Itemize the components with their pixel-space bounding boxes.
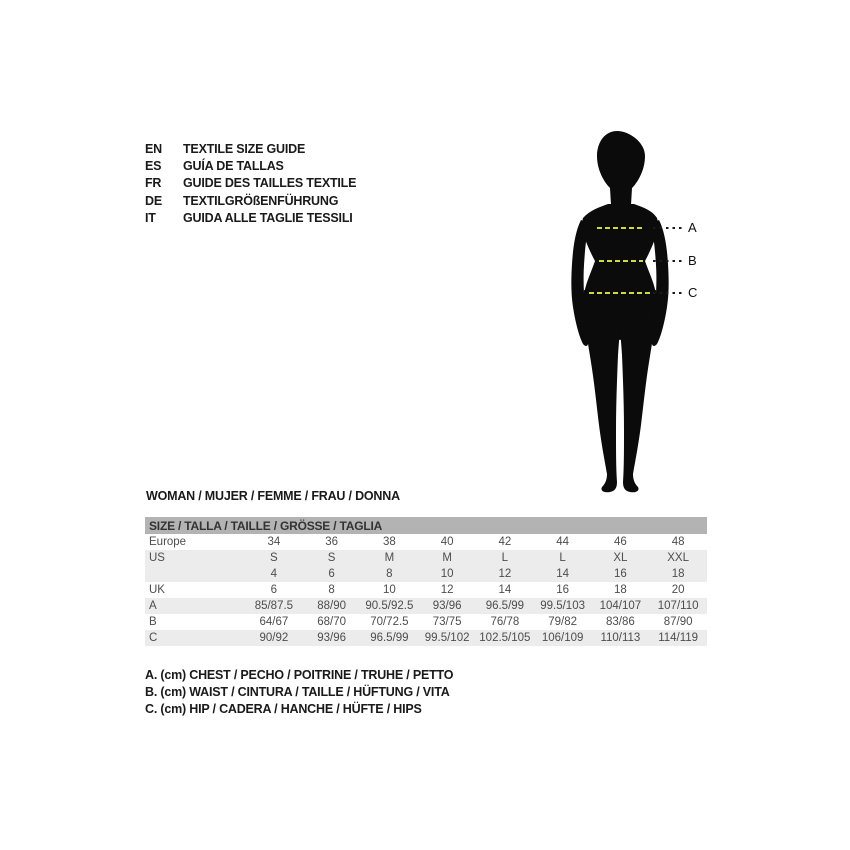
row-label: A xyxy=(145,598,245,614)
size-cell: XXL xyxy=(649,550,707,566)
size-cell: 83/86 xyxy=(605,616,635,628)
size-cell: 102.5/105 xyxy=(476,630,534,646)
size-cell: 10 xyxy=(382,584,396,596)
row-label: C xyxy=(145,630,245,646)
size-cell: 64/67 xyxy=(259,616,289,628)
measurement-legend xyxy=(145,667,453,719)
legend-line: B. (cm) WAIST / CINTURA / TAILLE / HÜFTUNG / VITA xyxy=(145,685,450,700)
size-cell: 48 xyxy=(671,536,685,548)
size-cell: L xyxy=(476,550,534,566)
size-table xyxy=(145,517,707,646)
size-cell: 16 xyxy=(592,566,650,582)
language-code: EN xyxy=(145,142,162,156)
language-title-row xyxy=(145,158,356,175)
language-code: FR xyxy=(145,176,162,191)
table-row xyxy=(145,614,707,630)
size-cell: 38 xyxy=(382,536,396,548)
table-row xyxy=(145,582,707,598)
size-cell: 93/96 xyxy=(303,630,361,646)
size-cell: 46 xyxy=(613,536,627,548)
language-title-row xyxy=(145,141,356,158)
guide-title: GUÍA DE TALLAS xyxy=(183,159,284,174)
size-cell: 4 xyxy=(245,566,303,582)
size-cell: 76/78 xyxy=(490,616,520,628)
table-row xyxy=(145,550,707,566)
size-cell: 90/92 xyxy=(245,630,303,646)
size-cell: 12 xyxy=(476,566,534,582)
row-label: US xyxy=(145,550,245,566)
size-cell: 68/70 xyxy=(317,616,347,628)
size-header: SIZE / TALLA / TAILLE / GRÖSSE / TAGLIA xyxy=(145,517,707,534)
size-cell: S xyxy=(245,550,303,566)
size-cell: 114/119 xyxy=(649,630,707,646)
language-title-row xyxy=(145,210,356,227)
size-cell: 20 xyxy=(671,584,685,596)
size-cell: 6 xyxy=(303,566,361,582)
size-cell: 96.5/99 xyxy=(361,630,419,646)
measure-label-c: C xyxy=(688,285,698,300)
size-cell: 40 xyxy=(440,536,454,548)
size-cell: 106/109 xyxy=(534,630,592,646)
size-table-wrap xyxy=(145,517,707,646)
size-cell: 104/107 xyxy=(592,598,650,614)
table-header-row xyxy=(145,517,707,534)
size-cell: 18 xyxy=(613,584,627,596)
table-row xyxy=(145,630,707,646)
size-cell: 18 xyxy=(649,566,707,582)
size-cell: 44 xyxy=(556,536,570,548)
size-cell: M xyxy=(361,550,419,566)
language-title-row xyxy=(145,175,356,192)
legend-line: C. (cm) HIP / CADERA / HANCHE / HÜFTE / HIPS xyxy=(145,702,422,717)
size-cell: 96.5/99 xyxy=(476,598,534,614)
size-cell: 87/90 xyxy=(663,616,693,628)
size-cell: 110/113 xyxy=(592,630,650,646)
size-cell: 70/72.5 xyxy=(370,616,409,628)
row-label xyxy=(145,566,245,582)
size-cell: 36 xyxy=(325,536,339,548)
table-row xyxy=(145,566,707,582)
size-cell: 8 xyxy=(361,566,419,582)
row-label: Europe xyxy=(149,536,187,548)
size-cell: L xyxy=(534,550,592,566)
size-cell: 79/82 xyxy=(548,616,578,628)
woman-silhouette xyxy=(571,131,668,492)
size-cell: 73/75 xyxy=(432,616,462,628)
size-cell: 85/87.5 xyxy=(245,598,303,614)
size-cell: 90.5/92.5 xyxy=(361,598,419,614)
measure-label-b: B xyxy=(688,253,697,268)
size-cell: S xyxy=(303,550,361,566)
language-title-list xyxy=(145,141,356,227)
guide-title: GUIDA ALLE TAGLIE TESSILI xyxy=(183,210,353,225)
size-cell: 34 xyxy=(267,536,281,548)
row-label: B xyxy=(149,616,157,628)
guide-title: GUIDE DES TAILLES TEXTILE xyxy=(183,176,357,191)
size-cell: 12 xyxy=(440,584,454,596)
guide-title: TEXTILGRÖßENFÜHRUNG xyxy=(183,193,339,208)
language-code: IT xyxy=(145,210,156,225)
measure-label-a: A xyxy=(688,220,697,235)
section-title-woman: WOMAN / MUJER / FEMME / FRAU / DONNA xyxy=(146,489,400,503)
size-cell: 10 xyxy=(418,566,476,582)
guide-title: TEXTILE SIZE GUIDE xyxy=(183,142,306,156)
size-cell: 99.5/102 xyxy=(418,630,476,646)
legend-line: A. (cm) CHEST / PECHO / POITRINE / TRUHE / PETTO xyxy=(145,668,454,682)
row-label: UK xyxy=(149,584,165,596)
size-cell: 14 xyxy=(534,566,592,582)
table-row xyxy=(145,534,707,550)
table-row xyxy=(145,598,707,614)
size-cell: 88/90 xyxy=(303,598,361,614)
size-cell: 16 xyxy=(556,584,570,596)
size-cell: XL xyxy=(592,550,650,566)
size-cell: 93/96 xyxy=(418,598,476,614)
language-code: ES xyxy=(145,159,162,174)
woman-silhouette-figure xyxy=(570,125,698,500)
language-title-row xyxy=(145,193,356,210)
size-cell: M xyxy=(418,550,476,566)
size-cell: 107/110 xyxy=(649,598,707,614)
size-cell: 99.5/103 xyxy=(534,598,592,614)
size-cell: 14 xyxy=(498,584,512,596)
language-code: DE xyxy=(145,193,162,208)
size-cell: 42 xyxy=(498,536,512,548)
size-cell: 8 xyxy=(328,584,335,596)
size-cell: 6 xyxy=(270,584,278,596)
